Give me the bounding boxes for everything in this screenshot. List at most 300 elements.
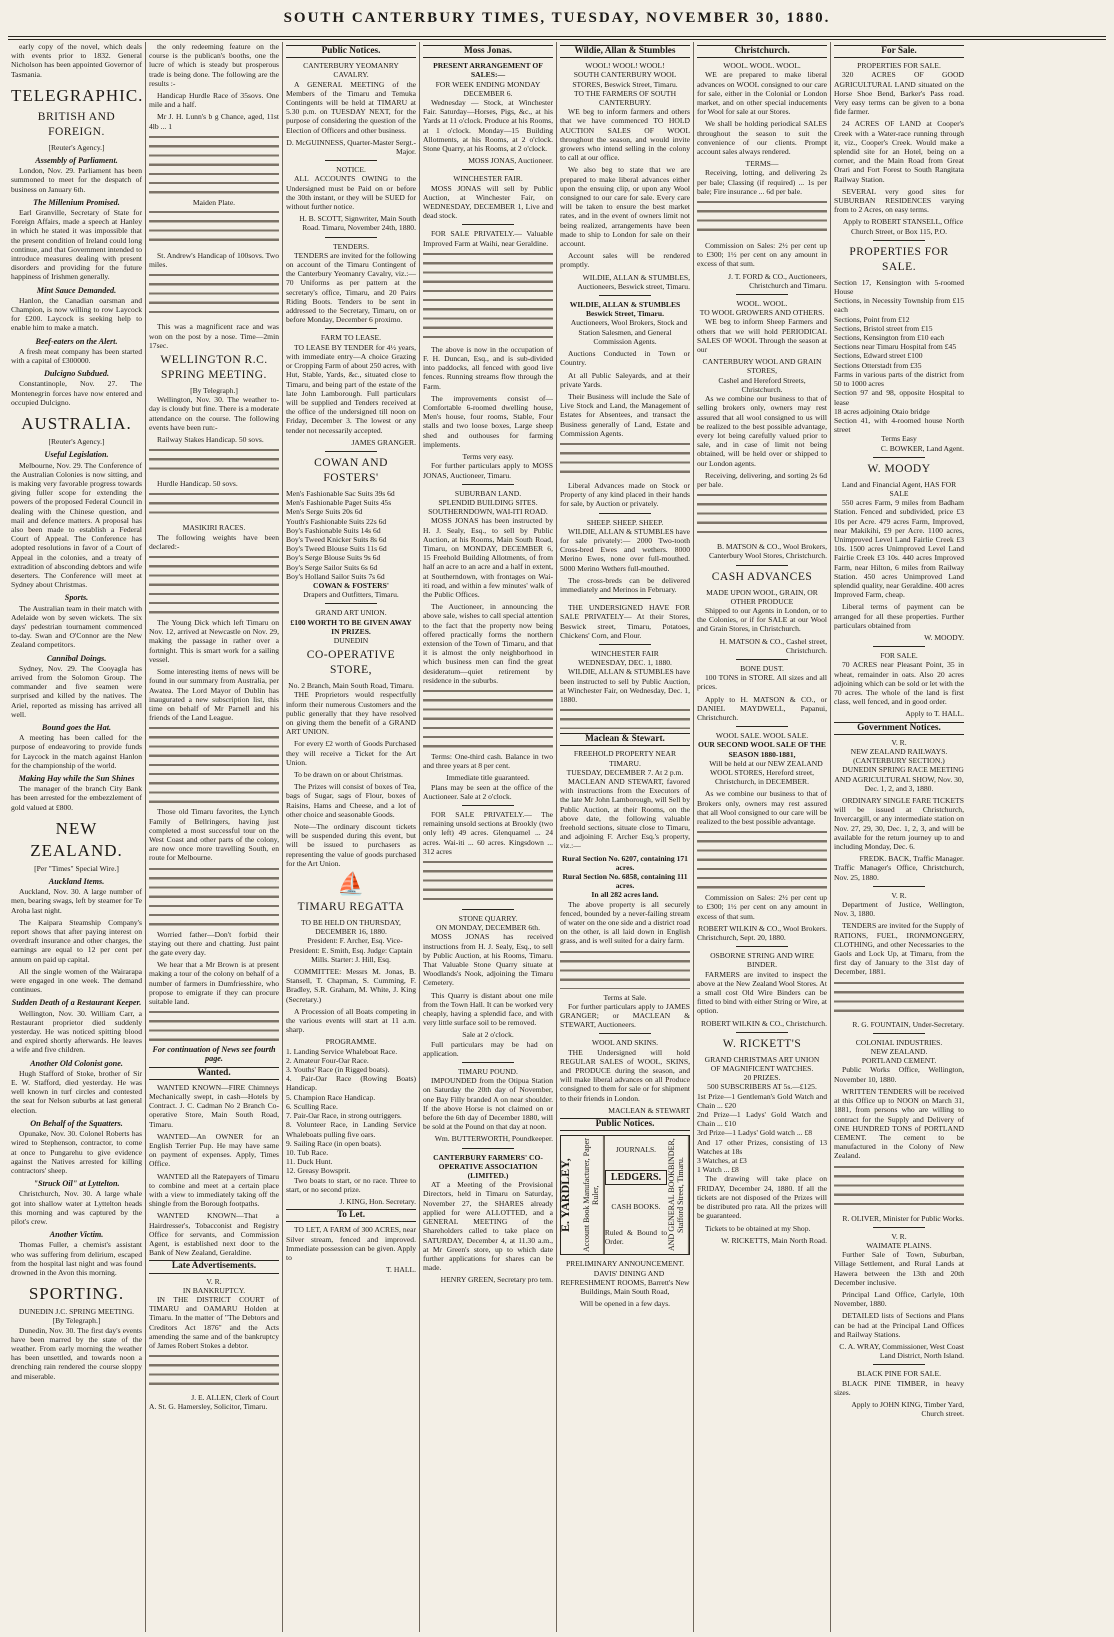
ad-text: TO LET, A FARM of 300 ACRES, near Silver stream, fenced and improved. Immediate possession can be given. Apply to bbox=[286, 1225, 416, 1262]
column-6 bbox=[693, 42, 830, 1632]
item-text: London, Nov. 29. Parliament has been summoned to meet for the despatch of business on January 6th. bbox=[11, 166, 142, 194]
signature: J. E. ALLEN, Clerk of Court bbox=[191, 1393, 279, 1403]
divider bbox=[462, 1148, 514, 1149]
ad-text-lines bbox=[560, 707, 690, 729]
ad-text: As we combine our business to that of selling brokers only, owners may rest assured that all wool consigned to us will be realized to the best possible advantage, every lot being carefully valued prior to sale, and in case of limit not being obtained, will be held over or shipped to our London agents. bbox=[697, 394, 827, 468]
vr-mark: V. R. bbox=[891, 890, 907, 900]
item-text: The following weights have been declared:- bbox=[149, 532, 279, 551]
vr-mark: V. R. bbox=[891, 1231, 907, 1241]
divider bbox=[736, 726, 788, 727]
ad-text: For further particulars apply to MOSS JONAS, Auctioneer, Timaru. bbox=[423, 461, 553, 480]
signature: ROBERT WILKIN & CO., Wool Brokers. bbox=[698, 923, 827, 933]
column-4 bbox=[419, 42, 556, 1632]
column-5 bbox=[556, 42, 693, 1632]
ad-subheading: FOR WEEK ENDING MONDAY DECEMBER 6. bbox=[435, 79, 541, 98]
ad-text: FARMERS are invited to inspect the above at the New Zealand Wool Stores. At a small cost Old Wire Binders can be fitted to bind with either String or Wire, at option. bbox=[697, 969, 827, 1016]
ad-text: MOSS JONAS will sell by Public Auction, at Winchester Fair, on WEDNESDAY, DECEMBER 1, Live and dead stock. bbox=[423, 183, 553, 221]
terms-table bbox=[697, 199, 827, 237]
list-item: Sections, Kensington from £10 each bbox=[834, 333, 945, 343]
ad-heading: SOUTHERNDOWN, WAI-ITI ROAD. bbox=[428, 507, 548, 517]
ad-text: We shall be holding periodical SALES throughout the season to suit the convenience of our clients. Prompt account sales always rendered. bbox=[697, 119, 827, 157]
divider bbox=[462, 224, 514, 225]
ad-heading: WOOL AND SKINS. bbox=[591, 1038, 659, 1048]
ad-text: Liberal Advances made on Stock or Property of any kind placed in their hands for sale, by Auction or privately. bbox=[560, 480, 690, 509]
vr-mark: V. R. bbox=[891, 737, 907, 747]
ad-text: ALL ACCOUNTS OWING to the Undersigned must be Paid on or before the 30th instant, or they will be SUED for without further notice. bbox=[286, 174, 416, 212]
ad-heading: PORTLAND CEMENT. bbox=[861, 1056, 937, 1066]
ad-text: DAVIS' DINING AND REFRESHMENT ROOMS, Barrett's New Buildings, Main South Road, bbox=[560, 1268, 690, 1296]
ad-subheading: ON MONDAY, DECEMBER 6th. bbox=[435, 923, 540, 933]
signature: J. T. FORD & CO., Auctioneers, Christchurch and Timaru. bbox=[728, 271, 827, 290]
race-result: Handicap Hurdle Race of 35sovs. One mile and a half. bbox=[149, 91, 279, 110]
divider bbox=[873, 886, 925, 887]
signature: JAMES GRANGER. bbox=[351, 437, 416, 447]
ad-heading: COLONIAL INDUSTRIES. bbox=[855, 1037, 943, 1047]
wire-note: [Per "Times" Special Wire.] bbox=[34, 863, 119, 873]
race-heading: Maiden Plate. bbox=[192, 197, 236, 207]
item-text: Earl Granville, Secretary of State for Foreign Affairs, made a speech at Hanley in which he stated it was impossible that the present condition of Ireland could long continue, and that Government intended to introduce measures dealing with present disorders and providing for the future happiness of Irishmen generally. bbox=[11, 208, 142, 282]
ad-text: The above is now in the occupation of F. H. Duncan, Esq., and is sub-divided into paddocks, all fenced with good live fences. Running streams flow through the Farm. bbox=[423, 344, 553, 391]
ad-text: 550 acres Farm, 9 miles from Badham Station. Fenced and subdivided, price £3 10s per Acre. 479 acres Farm, Improved, near Makikihi, £9 per Acre. 1100 acres, Unimproved Level Land Fairlie Creek £3 10s. 1500 acres Unimproved Level Land Fairlie Creek £3 10s. 440 acres Improved Farm, near Hilton, 6 miles from Railway Station. 450 acres Unimproved Land splendid quality, near Geraldine. 400 acres Improved Farm, cheap. bbox=[834, 498, 964, 600]
ad-text: SEVERAL very good sites for SUBURBAN RESIDENCES varying from to 2 Acres, on easy terms. bbox=[834, 186, 964, 215]
ad-subheading: TO BE HELD ON THURSDAY, DECEMBER 16, 1880. bbox=[301, 918, 401, 937]
ad-text: Apply to ROBERT STANSELL, Office Church Street, or Box 115, P.O. bbox=[842, 217, 964, 236]
ad-subheading: (CANTERBURY SECTION.) bbox=[853, 756, 945, 766]
item-text: Hanlon, the Canadian oarsman and Champion, is now willing to row Laycock for £200. Laycock is seeking help to enable him to make a match. bbox=[11, 295, 142, 333]
public-notices-heading: Public Notices. bbox=[286, 45, 416, 58]
list-item: Section 97 and 98, opposite Hospital to lease bbox=[834, 388, 964, 407]
race-result: This was a magnificent race and was won on the post by a nose. Time—2min 17sec. bbox=[149, 322, 279, 350]
ad-text: Plans may be seen at the office of the Auctioneer. Sale at 2 o'clock. bbox=[423, 782, 553, 801]
ad-text: Commission on Sales: 2½ per cent up to £300; 1½ per cent on any amount in excess of that sum. bbox=[697, 241, 827, 269]
race-results-text bbox=[149, 134, 279, 194]
ad-heading: SHEEP. SHEEP. SHEEP. bbox=[586, 517, 664, 527]
divider bbox=[873, 1033, 925, 1034]
wildie-allan-heading: Wildie, Allan & Stumbles bbox=[560, 45, 690, 58]
list-item: 1 Watch ... £8 bbox=[697, 1165, 739, 1175]
item-text: Hugh Stafford of Stoke, brother of Sir E. W. Stafford, died yesterday. He was well known in turf circles and contested the seat for Nelson suburbs at last general election. bbox=[11, 1068, 142, 1115]
ad-text: Immediate title guaranteed. bbox=[446, 773, 530, 783]
ad-text: IMPOUNDED from the Otipua Station on Saturday the 20th day of November, one Bay Filly branded A on near shoulder. If the above Horse is not claimed on or before the 6th day of December 1880, will be sold at the Pound on that day at noon. bbox=[423, 1076, 553, 1132]
bookbinder-address: AND GENERAL BOOKBINDER, Stafford Street, Timaru. bbox=[667, 1136, 689, 1254]
ad-text: Principal Land Office, Carlyle, 10th November, 1880. bbox=[834, 1289, 964, 1309]
columns bbox=[8, 42, 1106, 1632]
item-text: the only redeeming feature on the course is the publican's booths, one the lucre of which is steady but prosperous trade is being done. The following are the results :- bbox=[149, 42, 279, 88]
bookbinder-ad bbox=[560, 1135, 690, 1255]
ad-text: The Prizes will consist of boxes of Tea, bags of Sugar, sags of Flour, boxes of Raisins, Hams and Cheese, and a lot of other choice and seasonable Goods. bbox=[286, 782, 416, 819]
ad-text: TENDERS are invited for the Supply of RATIONS, FUEL, IRONMONGERY, CLOTHING, and other Necessaries to the Gaols and Lock Up, at Timaru, from the first day of January to the 31st day of December, 1881. bbox=[834, 921, 964, 977]
bankruptcy-text bbox=[149, 1353, 279, 1389]
list-item: 1st Prize—1 Gentleman's Gold Watch and Chain ... £20 bbox=[697, 1091, 827, 1110]
list-item: 12. Greasy Bowsprit. bbox=[286, 1166, 351, 1176]
list-item: 3rd Prize—1 Ladys' Gold watch ... £8 bbox=[697, 1128, 813, 1138]
ricketts-heading: W. RICKETT'S bbox=[722, 1037, 802, 1050]
ad-heading: WINCHESTER FAIR bbox=[591, 648, 659, 658]
signature: FREDK. BACK, Traffic Manager. bbox=[859, 854, 964, 864]
item-heading: "Struck Oil" at Lyttelton. bbox=[33, 1179, 120, 1189]
ad-text: The drawing will take place on FRIDAY, December 24, 1880. If all the tickets are not disposed of the Prizes will be distributed pro rata. All the prizes will be guaranteed. bbox=[697, 1174, 827, 1221]
divider bbox=[873, 1364, 925, 1365]
item-heading: Bound goes the Hat. bbox=[41, 722, 112, 732]
ad-text: Sale at 2 o'clock. bbox=[462, 1030, 514, 1040]
divider bbox=[462, 1062, 514, 1063]
ad-heading: WOOL SALE. WOOL SALE. bbox=[715, 731, 809, 741]
masthead-rule-2 bbox=[8, 39, 1106, 40]
prize-list bbox=[697, 1092, 827, 1175]
ad-text-lines bbox=[834, 980, 964, 1016]
officials: President: F. Archer, Esq. Vice-President: E. Smith, Esq. Judge: Captain Mills. Starter: J. Hill, Esq. bbox=[289, 936, 413, 964]
ad-heading: WILDIE, ALLAN & STUMBLES Beswick Street, Timaru. bbox=[569, 300, 681, 319]
bankruptcy-heading: IN BANKRUPTCY. bbox=[182, 1285, 246, 1295]
ad-heading: FOR SALE. bbox=[880, 651, 918, 661]
book-types bbox=[604, 1136, 667, 1254]
signature: Apply to JOHN KING, Timber Yard, Church street. bbox=[851, 1399, 964, 1419]
ad-text: Wednesday — Stock, at Winchester Fair. Saturday—Horses, Pigs, &c., at his Yards at 11 o'clock. Produce at his Rooms, at 1 o'clock. Monday—15 Building Allotments, at his Rooms, at 2 o'clock. Stone Quarry, at his Rooms, at 2 o'clock. bbox=[423, 98, 553, 154]
terms-table bbox=[697, 829, 827, 889]
ad-subheading: SOUTH CANTERBURY WOOL STORES, Beswick Street, Timaru. bbox=[572, 70, 678, 89]
race-results-text bbox=[149, 447, 279, 475]
telegraphic-heading: TELEGRAPHIC. bbox=[11, 85, 144, 105]
divider bbox=[462, 909, 514, 910]
ad-text: Terms very easy. bbox=[462, 452, 514, 462]
list-item: 9. Sailing Race (in open boats). bbox=[286, 1138, 382, 1148]
ad-subheading: 20 PRIZES. bbox=[743, 1073, 781, 1083]
item-text: Christchurch, Nov. 30. A large whale got into shallow water at Lyttelton heads this morning and was captured by the pilot's crew. bbox=[11, 1189, 142, 1226]
ruled-label: Ruled & Bound to Order. bbox=[604, 1227, 668, 1246]
ad-subheading: WEDNESDAY, DEC. 1, 1880. bbox=[578, 658, 672, 668]
ad-text: Full particulars may be had on application. bbox=[423, 1039, 553, 1058]
divider bbox=[599, 295, 651, 296]
wanted-ad: WANTED KNOWN—That a Hairdresser's, Tobacconist and Registry Office for servants, and Commission Agent, is established next door to the Bank of New Zealand, Geraldine. bbox=[149, 1211, 279, 1258]
ad-text: The improvements consist of—Comfortable 6-roomed dwelling house, Men's house, four rooms, Stable, Four stalls and two loose boxes, Large sheep shed and outhouses for farming implements. bbox=[423, 393, 553, 449]
signature: C. BOWKER, Land Agent. bbox=[880, 443, 964, 453]
ad-heading: WOOL. WOOL. WOOL. bbox=[723, 61, 801, 71]
item-text: A fresh meat company has been started with a capital of £300000. bbox=[11, 346, 142, 366]
masthead: SOUTH CANTERBURY TIMES, TUESDAY, NOVEMBER 30, 1880. bbox=[283, 10, 831, 26]
item-text: Worried father—Don't forbid their staying out there and chatting. Just paint the gate every day. bbox=[149, 929, 279, 957]
ad-heading: TENDERS. bbox=[332, 241, 370, 251]
signature: ROBERT WILKIN & CO., Christchurch. bbox=[700, 1018, 827, 1028]
list-item: 1. Landing Service Whaleboat Race. bbox=[286, 1046, 398, 1056]
australia-heading: AUSTRALIA. bbox=[21, 414, 132, 434]
ad-subheading: Drapers and Outfitters, Timaru. bbox=[303, 590, 399, 600]
item-text: Opunake, Nov. 30. Colonel Roberts has wired to Stephenson, contractor, to come at once to Pungarehu to give evidence against the Natives arrested for killing contractors' sheep. bbox=[11, 1129, 142, 1175]
ad-heading: WOOL! WOOL! WOOL! bbox=[585, 61, 665, 71]
list-item: And 17 other Prizes, consisting of 13 Watches at 18s bbox=[697, 1137, 827, 1156]
ad-text: AT a Meeting of the Provisional Directors, held in Timaru on Saturday, November 27, the SHARES already applied for were ALLOTTED, and a GENERAL MEETING of the Shareholders called to take place on SATURDAY, December 4, at 11.30 a.m., at Mr Green's store, up to which date further applications for shares can be made. bbox=[423, 1180, 553, 1273]
ad-text: Receiving, delivering, and sorting 2s 6d per bale. bbox=[697, 470, 827, 489]
divider bbox=[873, 457, 925, 458]
ad-text: THE Proprietors would respectfully inform their numerous Customers and the public generally that they have resolved on giving them the benefit of a GRAND ART UNION. bbox=[286, 690, 416, 737]
suits-list bbox=[286, 489, 416, 581]
item-heading: Sudden Death of a Restaurant Keeper. bbox=[11, 998, 142, 1008]
vr-mark: V. R. bbox=[206, 1276, 222, 1286]
ad-text: DETAILED lists of Sections and Plans can be had at the Principal Land Offices and Railway Stations. bbox=[834, 1311, 964, 1339]
divider bbox=[599, 644, 651, 645]
signature: T. HALL. bbox=[385, 1265, 416, 1275]
list-item: Section 41, with 4-roomed house North street bbox=[834, 415, 964, 435]
item-heading: Another Victim. bbox=[49, 1230, 104, 1240]
british-foreign-heading: BRITISH AND FOREIGN. bbox=[37, 110, 116, 138]
item-heading: The Millenium Promised. bbox=[33, 197, 120, 207]
column-7 bbox=[830, 42, 967, 1632]
ad-heading: GRAND CHRISTMAS ART UNION bbox=[704, 1054, 820, 1064]
ad-text: TENDERS are invited for the following on account of the Timaru Contingent of the Canterbury Yeomanry Cavalry, viz.:— 70 Uniforms as per pattern at the secretary's office, Timaru, and 20 Pairs Riding Boots. Tenders to be sent in addressed to the Secretary, Timaru, on or before Monday, December 6 proximo. bbox=[286, 250, 416, 325]
ad-heading: WINCHESTER FAIR. bbox=[453, 174, 523, 184]
ad-text: As we combine our business to that of Brokers only, owners may rest assured that all Wool consigned to our care will be realized to the best possible advantage. bbox=[697, 789, 827, 826]
ad-heading: NOTICE. bbox=[336, 165, 366, 175]
ad-heading: BLACK PINE FOR SALE. bbox=[857, 1369, 941, 1379]
public-notices-heading: Public Notices. bbox=[560, 1118, 690, 1131]
list-item: Sections, Edward street £100 bbox=[834, 351, 923, 361]
item-heading: Making Hay while the Sun Shines bbox=[18, 774, 135, 783]
solicitor: A. St. G. Hamersley, Solicitor, Timaru. bbox=[149, 1402, 268, 1412]
farm-description-text bbox=[423, 251, 553, 341]
ad-text-lines bbox=[560, 441, 690, 477]
item-text: The Kaipara Steamship Company's report shows that after paying interest on overdraft insurance and other charges, the earnings are equal to 12 per cent per annum on paid up capital. bbox=[11, 917, 142, 964]
ad-heading: PRESENT ARRANGEMENT OF SALES:— bbox=[433, 61, 543, 80]
signature: MACLEAN & STEWART bbox=[608, 1105, 690, 1115]
ad-text: Terms at Sale. bbox=[603, 992, 647, 1002]
cash-advances-heading: CASH ADVANCES bbox=[711, 570, 813, 583]
ad-text: Tickets to be obtained at my Shop. bbox=[705, 1223, 811, 1233]
ad-text: WRITTEN TENDERS will be received at this Office up to NOON on March 31, 1881, from persons who are willing to contract for the Supply and Delivery of ONE HUNDRED TONS of PORTLAND CEMENT. The cement to be manufactured in the Colony of New Zealand. bbox=[834, 1086, 964, 1161]
signature: W. RICKETTS, Main North Road. bbox=[721, 1235, 827, 1245]
ad-text: DUNEDIN SPRING RACE MEETING AND AGRICULTURAL SHOW, Nov. 30, Dec. 1, 2, and 3, 1880. bbox=[834, 765, 964, 793]
ad-text: 100 TONS in STORE. All sizes and all prices. bbox=[697, 673, 827, 692]
ad-text: Their Business will include the Sale of Live Stock and Land, the Management of Estates for Absentees, and transact the Business generally of Land, Estate and Commission Agents. bbox=[560, 391, 690, 438]
divider bbox=[325, 451, 377, 452]
item-heading: Cannibal Doings. bbox=[46, 653, 107, 663]
ad-heading: FREEHOLD PROPERTY NEAR TIMARU. bbox=[573, 749, 677, 768]
ad-subheading: No. 2 Branch, Main South Road, Timaru. bbox=[288, 681, 414, 691]
ad-text: This Quarry is distant about one mile from the Town Hall. It can be worked very cheaply, having a splendid face, and with very little surface soil to be removed. bbox=[423, 990, 553, 1028]
list-item: Sections near Timaru Hospital from £45 bbox=[834, 342, 957, 352]
section-line: In all 282 acres land. bbox=[591, 890, 659, 900]
ad-text: A GENERAL MEETING of the Members of the Timaru and Temuka Contingents will be held at TIMARU at 5.30 p.m. on TUESDAY NEXT, for the purpose of considering the question of the Election of Officers and other business. bbox=[286, 79, 416, 135]
ad-text: Terms: One-third cash. Balance in two and three years at 8 per cent. bbox=[423, 751, 553, 771]
terms-table bbox=[697, 492, 827, 538]
race-results-text bbox=[149, 491, 279, 519]
ad-heading: PRELIMINARY ANNOUNCEMENT. bbox=[565, 1259, 685, 1269]
telegraph-note: [By Telegraph.] bbox=[52, 1316, 101, 1326]
new-zealand-heading: NEW ZEALAND. bbox=[30, 818, 123, 860]
divider bbox=[873, 240, 925, 241]
item-text: Wellington, Nov. 30. The weather to-day is cloudy but fine. There is a moderate attendance on the course. The following events have been run:- bbox=[149, 395, 279, 432]
weights-text bbox=[149, 554, 279, 614]
item-heading: Mint Sauce Demanded. bbox=[36, 285, 117, 295]
ad-text: Account sales will be rendered promptly. bbox=[560, 251, 690, 270]
signature: MOSS JONAS, Auctioneer. bbox=[468, 156, 553, 166]
wellington-heading: WELLINGTON R.C. SPRING MEETING. bbox=[160, 354, 268, 382]
race-results-text bbox=[149, 272, 279, 318]
ad-text: For every £2 worth of Goods Purchased they will receive a Ticket for the Art Union. bbox=[286, 739, 416, 767]
list-item: Men's Fashionable Sac Suits 39s 6d bbox=[286, 488, 395, 498]
divider bbox=[599, 1033, 651, 1034]
committee: COMMITTEE: Messrs M. Jonas, B. Stansell, T. Chapman, S. Cumming, F. Bradley, S.R. Graham, M. White, J. King (Secretary.) bbox=[286, 967, 416, 1004]
ad-heading: TIMARU POUND. bbox=[458, 1067, 518, 1077]
moody-heading: W. MOODY bbox=[867, 462, 931, 475]
section-line: Rural Section No. 6858, containing 111 acres. bbox=[562, 872, 688, 891]
ad-subheading: Cashel and Hereford Streets, Christchurch. bbox=[718, 375, 806, 394]
ad-text: We also beg to state that we are prepared to make liberal advances either upon the ensuing clip, or upon any Wool consigned to our care for sale. Every care will be taken to ensure the best market rates, and in the event of owners limit not being realized, arrangements have been made to ship to London for sale on their account. bbox=[560, 165, 690, 249]
list-item: 3 Watches, at £3 bbox=[697, 1156, 747, 1166]
item-text: Melbourne, Nov. 29. The Conference of the Australian Colonies is now sitting, and is making very favorable progress towards giving fuller scope for extending the powers of the proposed Federal Council in dealing with the Chinese question, and mail and defence matters. A proposal has also been made to establish a Federal Court of Appeal. The Conference has adopted resolutions in favor of a Court of Appeal in the colonies, and a treaty of extradition of absconding debtors and wife deserters. The Conference will meet at Sydney about Christmas. bbox=[11, 460, 142, 590]
ad-text: BLACK PINE TIMBER, in heavy sizes. bbox=[834, 1378, 964, 1397]
signature: R. OLIVER, Minister for Public Works. bbox=[842, 1213, 964, 1223]
ad-heading: STONE QUARRY. bbox=[458, 914, 518, 923]
ad-heading: OSBORNE STRING AND WIRE BINDER. bbox=[710, 951, 814, 970]
ad-text: FOR SALE PRIVATELY.— Valuable Improved Farm at Waihi, near Geraldine. bbox=[423, 229, 553, 248]
ad-text: To be drawn on or about Christmas. bbox=[294, 770, 403, 779]
item-text: A meeting has been called for the purpose of endeavoring to provide funds for Laycock in the match against Hanlon for the championship of the world. bbox=[11, 733, 142, 770]
ad-text: Will be held at our NEW ZEALAND WOOL STORES, Hereford street, Christchurch, in DECEMBER. bbox=[709, 758, 823, 787]
list-item: 5. Champion Race Handicap. bbox=[286, 1092, 376, 1102]
ad-text: Terms Easy bbox=[881, 434, 917, 444]
signature: C. A. WRAY, Commissioner, West Coast Land District, North Island. bbox=[839, 1341, 964, 1361]
news-text bbox=[149, 725, 279, 803]
ad-text: Receiving, lotting, and delivering 2s per bale; Classing (if required) ... 1s per bale; Fire insurance ... 6d per bale. bbox=[697, 168, 827, 196]
christchurch-heading: Christchurch. bbox=[697, 45, 827, 58]
divider bbox=[736, 565, 788, 566]
divider bbox=[873, 1227, 925, 1228]
ad-heading: CANTERBURY YEOMANRY CAVALRY. bbox=[303, 61, 399, 80]
signature: D. McGUINNESS, Quarter-Master Sergt.-Major. bbox=[286, 137, 416, 157]
ad-text: The cross-breds can be delivered immediately and Merinos in February. bbox=[560, 575, 690, 594]
ad-heading: SUBURBAN LAND. bbox=[454, 488, 522, 498]
ad-heading: CANTERBURY FARMERS' CO-OPERATIVE ASSOCIATION (LIMITED.) bbox=[433, 1152, 543, 1181]
ad-text: WILDIE, ALLAN & STUMBLES have been instructed to sell by Public Auction, at Winchester Fair, on Wednesday, Dec. 1, 1880. bbox=[560, 667, 690, 704]
item-text: The Young Dick which left Timaru on Nov. 12, arrived at Newcastle on Nov. 29, making the passage in rather over a fortnight. This is smart work for a sailing vessel. bbox=[149, 618, 279, 664]
divider bbox=[325, 328, 377, 329]
ad-text: Department of Justice, Wellington, Nov. 3, 1880. bbox=[834, 900, 964, 919]
terms-heading: TERMS— bbox=[745, 159, 779, 169]
ad-text: Liberal terms of payment can be arranged for all these properties. Further particulars obtained from bbox=[834, 602, 964, 630]
agency-note: [Reuter's Agency.] bbox=[48, 142, 105, 152]
item-text: Those old Timaru favorites, the Lynch Family of Bellringers, having just completed a most successful tour on the West Coast and other parts of the colony, are now once more travelling South, en route for Melbourne. bbox=[149, 807, 279, 863]
divider bbox=[599, 598, 651, 599]
section-line: Rural Section No. 6207, containing 171 acres. bbox=[562, 853, 688, 872]
ad-text-lines bbox=[560, 949, 690, 989]
item-heading: Dulcigno Subdued. bbox=[43, 369, 110, 379]
list-item: 8. Volunteer Race, in Landing Service Whaleboats pulling five oars. bbox=[286, 1120, 416, 1139]
list-item: 2nd Prize—1 Ladys' Gold Watch and Chain ... £10 bbox=[697, 1110, 827, 1129]
ad-heading: WOOL. WOOL. bbox=[736, 299, 788, 309]
race-result: Mr J. H. Lunn's b g Chance, aged, 11st 4lb ... 1 bbox=[149, 112, 279, 131]
maclean-stewart-heading: Maclean & Stewart. bbox=[560, 733, 690, 746]
programme-heading: PROGRAMME. bbox=[325, 1037, 377, 1047]
ad-text: MOSS JONAS has been instructed by H. J. Sealy, Esq., to sell by Public Auction, at his Rooms, Main South Road, Timaru, on MONDAY, DECEMBER 6, 15 Freehold Building Allotments, of from half an acre to an acre and a half in extent, at Southerndown, with frontages on Wai-iti road, and within a few minutes' walk of the Public Offices. bbox=[423, 516, 553, 599]
ad-text: Apply to H. MATSON & CO., or DANIEL MAYDWELL, Papanui, Christchurch. bbox=[697, 694, 827, 722]
meeting-heading: DUNEDIN J.C. SPRING MEETING. bbox=[18, 1307, 135, 1317]
signature: R. G. FOUNTAIN, Under-Secretary. bbox=[852, 1019, 964, 1029]
divider bbox=[736, 1032, 788, 1033]
dateline: Traffic Manager's Office, Christchurch, Nov. 25, 1880. bbox=[834, 863, 964, 882]
ad-text: TO LEASE BY TENDER for 4½ years, with immediate entry—A choice Grazing or Cropping Farm of about 250 acres, with Hut, Stable, Yards, &c., situated close to Timaru, and being part of the estate of the late John Lamborough. Full particulars will be supplied and Tenders received at the office of the undersigned till noon on Friday, December 3. The lowest or any tender not necessarily accepted. bbox=[286, 342, 416, 435]
item-heading: Sports. bbox=[64, 593, 89, 603]
item-heading: Assembly of Parliament. bbox=[35, 156, 118, 166]
ad-text: WE beg to inform farmers and others that we have commenced TO HOLD AUCTION SALES OF WOOL throughout the season, and would invite growers who intend selling in the colony to call at our office. bbox=[560, 107, 690, 163]
item-heading: Auckland Items. bbox=[48, 877, 105, 887]
list-item: Boy's Tweed Knicker Suits 8s 6d bbox=[286, 534, 387, 544]
ad-subheading: DUNEDIN bbox=[333, 635, 369, 645]
ad-text: The Auctioneer, in announcing the above sale, wishes to call special attention to the fact that the property now being offered practically forms the northern extension of the Town of Timaru, and that it is almost the only neighborhood in which business men can find the great desideratum—quiet retirement by residence in the suburbs. bbox=[423, 602, 553, 685]
divider bbox=[873, 646, 925, 647]
signature: H. B. SCOTT, Signwriter, Main South Road. Timaru, November 24th, 1880. bbox=[299, 214, 416, 233]
ad-heading: NEW ZEALAND. bbox=[870, 1047, 928, 1057]
item-heading: Another Old Colonist gone. bbox=[30, 1058, 123, 1068]
dateline: Christchurch, Sept. 20, 1880. bbox=[697, 933, 786, 943]
divider bbox=[462, 805, 514, 806]
item-text: The Australian team in their match with Adelaide won by seven wickets. The six days' pedestrian tournament commenced to-day. Swan and O'Connor are the New Zealand competitors. bbox=[11, 603, 142, 650]
ad-heading: CANTERBURY WOOL AND GRAIN STORES, bbox=[702, 357, 822, 376]
divider bbox=[462, 484, 514, 485]
divider bbox=[325, 603, 377, 604]
coop-store-heading: CO-OPERATIVE STORE, bbox=[306, 649, 396, 677]
bankruptcy-notice: IN THE DISTRICT COURT of TIMARU and OAMARU Holden at Timaru. In the matter of "The Debtors and Creditors Act 1876" and the Acts amending the same and of the bankruptcy of James Robert Stokes a debtor. bbox=[149, 1295, 279, 1351]
ad-heading: OUR SECOND WOOL SALE OF THE SEASON 1880-1881, bbox=[698, 740, 826, 759]
journals-label: JOURNALS. bbox=[615, 1144, 657, 1154]
ad-text: Two boats to start, or no race. Three to start, or no second prize. bbox=[286, 1175, 416, 1194]
list-item: 6. Sculling Race. bbox=[286, 1101, 338, 1111]
ad-text: Auctions Conducted in Town or Country. bbox=[560, 349, 690, 368]
sale-description-text bbox=[423, 688, 553, 748]
item-text: Thomas Fuller, a chemist's assistant who was suffering from delirium, escaped from the hospital last night and was found drowned in the Avon this morning. bbox=[11, 1240, 142, 1277]
list-item: 7. Pair-Oar Race, in strong outriggers. bbox=[286, 1111, 402, 1121]
signature: B. MATSON & CO., Wool Brokers, Canterbury Wool Stores, Christchurch. bbox=[709, 542, 827, 561]
masthead-rule bbox=[8, 36, 1106, 37]
list-item: Boy's Fashionable Suits 14s 6d bbox=[286, 525, 381, 535]
sale-description-text bbox=[423, 859, 553, 905]
ad-heading: BONE DUST. bbox=[740, 663, 784, 673]
ledgers-label: LEDGERS. bbox=[605, 1170, 667, 1185]
ad-heading: TO THE FARMERS OF SOUTH CANTERBURY. bbox=[573, 88, 677, 108]
ad-text: ORDINARY SINGLE FARE TICKETS will be issued at Christchurch, Invercargill, or any intermediate station on Nov. 27, 29, 30, Dec. 1, 2, 3, and will be available for the return journey up to and including Monday, Dec. 6. bbox=[834, 796, 964, 852]
agency-note: [Reuter's Agency.] bbox=[48, 437, 105, 447]
ad-text: A Procession of all Boats competing in the various events will start at 11 a.m. sharp. bbox=[286, 1006, 416, 1035]
list-item: Boy's Serge Sailor Suits 6s 6d bbox=[286, 562, 378, 572]
ad-subheading: 500 SUBSCRIBERS AT 5s.—£125. bbox=[707, 1082, 817, 1092]
ad-text: MACLEAN AND STEWART, favored with instructions from the Executors of the late Mr John Lamborough, will Sell by Public Auction, at their Rooms, on the above date, the following valuable freehold sections, situate close to Timaru, and adjoining F. Archer Esq.'s property, viz.:— bbox=[560, 777, 690, 851]
signature: H. MATSON & CO., Cashel street, Christchurch. bbox=[719, 636, 827, 655]
signature: HENRY GREEN, Secretary pro tem. bbox=[440, 1275, 553, 1285]
ad-text: WILDIE, ALLAN & STUMBLES have for sale privately:— 2000 Two-tooth Cross-bred Ewes and wethers. 8000 Merino Ewes, none over full-mouthed. 5000 Merino Wethers full-mouthed. bbox=[560, 526, 690, 573]
divider bbox=[736, 659, 788, 660]
masikiri-heading: MASIKIRI RACES. bbox=[182, 523, 246, 533]
list-item: Men's Serge Suits 20s 6d bbox=[286, 507, 363, 517]
race-results-text bbox=[149, 209, 279, 247]
ad-text: The above property is all securely fenced, bounded by a never-failing stream of water on the one side and a district road on the other, is all laid down in English grass, and is well suited for a dairy farm. bbox=[560, 899, 690, 946]
ad-text: FOR SALE PRIVATELY.— The remaining unsold sections at Brookly (two only left) 49 acres. Glenquamel ... 24 acres. Wai-iti ... 60 acres. Kingsdown ... 312 acres bbox=[423, 809, 553, 856]
ad-text: THE UNDERSIGNED HAVE FOR SALE PRIVATELY— At their Stores, Beswick street, Timaru, Potatoes, Chickens' Corn, and Flour. bbox=[560, 603, 690, 640]
list-item: 3. Youths' Race (in Rigged boats). bbox=[286, 1065, 390, 1075]
divider bbox=[325, 160, 377, 161]
item-heading: On Behalf of the Squatters. bbox=[30, 1118, 123, 1128]
moss-jonas-heading: Moss Jonas. bbox=[423, 45, 553, 58]
item-text: All the single women of the Wairarapa were engaged in one week. The demand continues. bbox=[11, 966, 142, 995]
list-item: Boy's Holland Sailor Suits 7s 6d bbox=[286, 571, 385, 581]
for-sale-heading: For Sale. bbox=[834, 45, 964, 58]
list-item: Sections, in Necessity Township from £15 each bbox=[834, 296, 964, 315]
signature: Wm. BUTTERWORTH, Poundkeeper. bbox=[434, 1134, 553, 1144]
ad-text: THE Undersigned will hold REGULAR SALES of WOOL, SKINS, and PRODUCE during the season, and will make liberal advances on all Produce consigned to them for sale or for shipment to their friends in London. bbox=[560, 1047, 690, 1103]
ad-text: WE are prepared to make liberal advances on WOOL consigned to our care for sale, either in the Colonial or London market, and on other special inducements for Wool for sale at our Stores. bbox=[697, 70, 827, 117]
yardley-name: E. YARDLEY, bbox=[558, 1158, 572, 1233]
ad-heading: TO WOOL GROWERS AND OTHERS. bbox=[699, 308, 825, 318]
ad-heading: WAIMATE PLAINS. bbox=[866, 1240, 932, 1250]
ad-text: WE beg to inform Sheep Farmers and others that we will hold PERIODICAL SALES OF WOOL Through the season at our bbox=[697, 317, 827, 355]
signature: Apply to T. HALL. bbox=[905, 709, 964, 719]
